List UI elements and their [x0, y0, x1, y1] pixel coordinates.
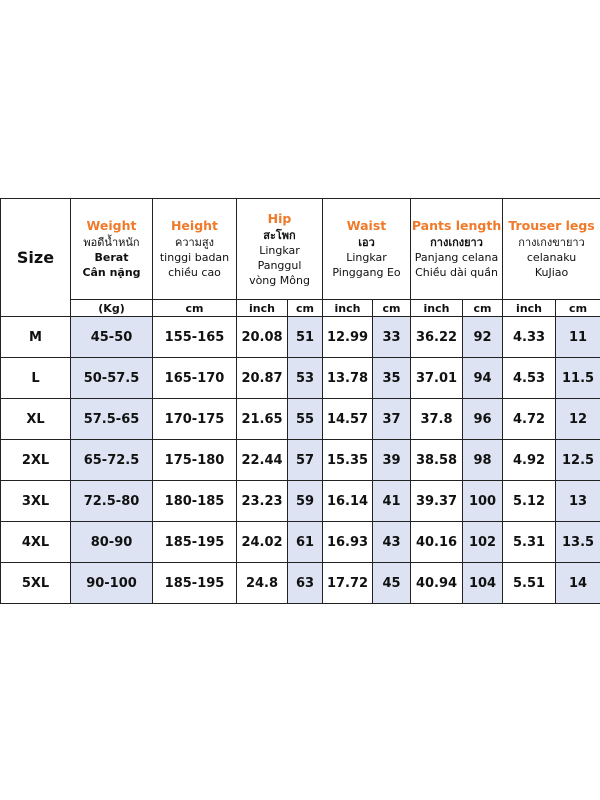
- weight-cell: 50-57.5: [71, 358, 153, 399]
- leg-cm-cell: 14: [556, 563, 600, 604]
- unit-weight: (Kg): [71, 300, 153, 317]
- height-header: [153, 199, 237, 300]
- hip-line-2: Lingkar: [259, 243, 300, 257]
- units-row: [1, 300, 600, 317]
- waist-inch-cell: 17.72: [323, 563, 373, 604]
- weight-thai: พอดีน้ำหนัก: [83, 236, 140, 249]
- weight-cell: 65-72.5: [71, 440, 153, 481]
- weight-header: [71, 199, 153, 300]
- size-cell: L: [1, 358, 71, 399]
- leg-inch-cell: 5.51: [503, 563, 556, 604]
- height-cell: 155-165: [153, 317, 237, 358]
- leg-inch-cell: 4.53: [503, 358, 556, 399]
- unit-waist-cm: cm: [373, 300, 411, 317]
- hip-line-4: vòng Mông: [249, 273, 310, 287]
- weight-cell: 80-90: [71, 522, 153, 563]
- waist-thai: เอว: [358, 236, 375, 249]
- trouser-legs-line-3: KuJiao: [534, 266, 569, 279]
- pants-inch-cell: 40.94: [411, 563, 463, 604]
- weight-indonesian: Berat: [94, 251, 129, 264]
- waist-title: Waist: [346, 218, 387, 233]
- hip-inch-cell: 21.65: [237, 399, 288, 440]
- height-vietnamese: chiều cao: [168, 266, 221, 279]
- leg-cm-cell: 11.5: [556, 358, 600, 399]
- leg-cm-cell: 13: [556, 481, 600, 522]
- pants-cm-cell: 96: [463, 399, 503, 440]
- waist-cm-cell: 43: [373, 522, 411, 563]
- height-cell: 165-170: [153, 358, 237, 399]
- weight-cell: 57.5-65: [71, 399, 153, 440]
- unit-leg-inch: inch: [503, 300, 556, 317]
- pants-inch-cell: 37.8: [411, 399, 463, 440]
- hip-inch-cell: 23.23: [237, 481, 288, 522]
- height-cell: 170-175: [153, 399, 237, 440]
- pants-length-thai: กางเกงยาว: [430, 236, 483, 249]
- pants-cm-cell: 100: [463, 481, 503, 522]
- pants-cm-cell: 104: [463, 563, 503, 604]
- size-cell: 4XL: [1, 522, 71, 563]
- unit-height: cm: [153, 300, 237, 317]
- size-cell: XL: [1, 399, 71, 440]
- weight-title: Weight: [86, 218, 137, 233]
- waist-cm-cell: 41: [373, 481, 411, 522]
- leg-inch-cell: 5.12: [503, 481, 556, 522]
- hip-cm-cell: 59: [288, 481, 323, 522]
- hip-header: [237, 199, 323, 300]
- hip-inch-cell: 24.8: [237, 563, 288, 604]
- leg-inch-cell: 4.33: [503, 317, 556, 358]
- size-cell: M: [1, 317, 71, 358]
- trouser-legs-header: [503, 199, 600, 300]
- hip-inch-cell: 20.08: [237, 317, 288, 358]
- pants-length-indonesian: Panjang celana: [414, 251, 499, 264]
- hip-thai: สะโพก: [263, 228, 296, 242]
- leg-cm-cell: 12.5: [556, 440, 600, 481]
- weight-cell: 45-50: [71, 317, 153, 358]
- leg-cm-cell: 11: [556, 317, 600, 358]
- weight-vietnamese: Cân nặng: [82, 266, 141, 279]
- hip-cm-cell: 51: [288, 317, 323, 358]
- pants-length-title: Pants length: [411, 218, 502, 233]
- unit-pants-inch: inch: [411, 300, 463, 317]
- weight-cell: 90-100: [71, 563, 153, 604]
- pants-cm-cell: 102: [463, 522, 503, 563]
- waist-cm-cell: 37: [373, 399, 411, 440]
- hip-title: Hip: [267, 210, 292, 226]
- waist-cm-cell: 39: [373, 440, 411, 481]
- hip-cm-cell: 55: [288, 399, 323, 440]
- unit-waist-inch: inch: [323, 300, 373, 317]
- pants-cm-cell: 92: [463, 317, 503, 358]
- pants-inch-cell: 36.22: [411, 317, 463, 358]
- waist-header: [323, 199, 411, 300]
- pants-inch-cell: 37.01: [411, 358, 463, 399]
- table-row: [1, 563, 600, 604]
- trouser-legs-line-2: celanaku: [526, 251, 577, 264]
- waist-line-3: Pinggang Eo: [332, 266, 401, 279]
- trouser-legs-title: Trouser legs: [508, 218, 595, 233]
- waist-cm-cell: 45: [373, 563, 411, 604]
- size-cell: 2XL: [1, 440, 71, 481]
- unit-hip-inch: inch: [237, 300, 288, 317]
- waist-inch-cell: 12.99: [323, 317, 373, 358]
- height-cell: 185-195: [153, 563, 237, 604]
- leg-inch-cell: 5.31: [503, 522, 556, 563]
- table-row: [1, 481, 600, 522]
- leg-inch-cell: 4.72: [503, 399, 556, 440]
- height-title: Height: [170, 218, 219, 233]
- waist-inch-cell: 15.35: [323, 440, 373, 481]
- leg-cm-cell: 13.5: [556, 522, 600, 563]
- pants-length-vietnamese: Chiều dài quần: [415, 266, 498, 279]
- header-row: [1, 199, 600, 300]
- size-header: Size: [1, 199, 71, 317]
- leg-cm-cell: 12: [556, 399, 600, 440]
- pants-inch-cell: 40.16: [411, 522, 463, 563]
- pants-cm-cell: 94: [463, 358, 503, 399]
- waist-cm-cell: 33: [373, 317, 411, 358]
- table-row: [1, 440, 600, 481]
- size-chart-table: [0, 198, 600, 604]
- table-row: [1, 522, 600, 563]
- unit-hip-cm: cm: [288, 300, 323, 317]
- waist-inch-cell: 16.14: [323, 481, 373, 522]
- pants-inch-cell: 39.37: [411, 481, 463, 522]
- waist-inch-cell: 14.57: [323, 399, 373, 440]
- size-cell: 3XL: [1, 481, 71, 522]
- height-indonesian: tinggi badan: [159, 251, 230, 264]
- unit-leg-cm: cm: [556, 300, 600, 317]
- height-cell: 180-185: [153, 481, 237, 522]
- waist-cm-cell: 35: [373, 358, 411, 399]
- unit-pants-cm: cm: [463, 300, 503, 317]
- height-cell: 185-195: [153, 522, 237, 563]
- trouser-legs-thai: กางเกงขายาว: [518, 236, 585, 249]
- pants-length-header: [411, 199, 503, 300]
- hip-cm-cell: 63: [288, 563, 323, 604]
- pants-cm-cell: 98: [463, 440, 503, 481]
- waist-line-2: Lingkar: [346, 251, 387, 264]
- hip-cm-cell: 61: [288, 522, 323, 563]
- hip-inch-cell: 20.87: [237, 358, 288, 399]
- height-thai: ความสูง: [174, 236, 215, 249]
- pants-inch-cell: 38.58: [411, 440, 463, 481]
- table-row: [1, 399, 600, 440]
- hip-cm-cell: 53: [288, 358, 323, 399]
- table-row: [1, 317, 600, 358]
- hip-cm-cell: 57: [288, 440, 323, 481]
- hip-line-3: Panggul: [257, 258, 302, 272]
- table-row: [1, 358, 600, 399]
- hip-inch-cell: 22.44: [237, 440, 288, 481]
- hip-inch-cell: 24.02: [237, 522, 288, 563]
- weight-cell: 72.5-80: [71, 481, 153, 522]
- size-cell: 5XL: [1, 563, 71, 604]
- leg-inch-cell: 4.92: [503, 440, 556, 481]
- waist-inch-cell: 13.78: [323, 358, 373, 399]
- height-cell: 175-180: [153, 440, 237, 481]
- waist-inch-cell: 16.93: [323, 522, 373, 563]
